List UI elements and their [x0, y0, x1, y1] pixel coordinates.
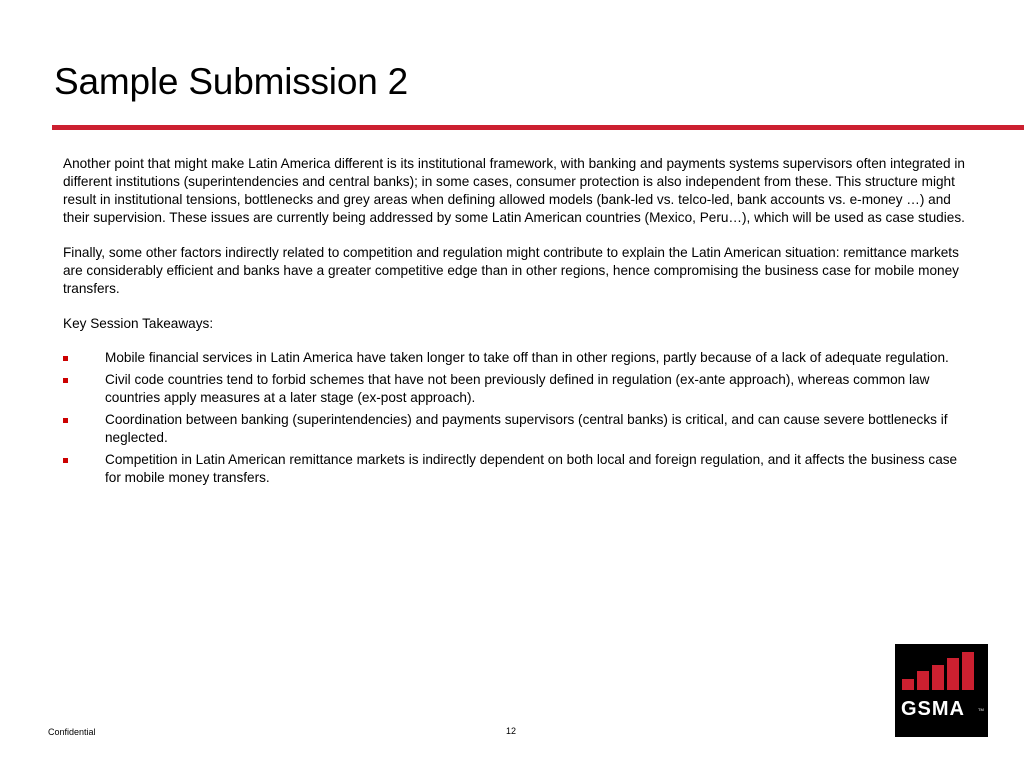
page-number: 12 [506, 726, 517, 736]
gsma-logo [895, 644, 988, 737]
list-item-text: Mobile financial services in Latin America have taken longer to take off than in other regions, partly because of a lack of adequate regulation. [105, 350, 949, 365]
bullet-square-icon [63, 356, 68, 361]
list-item [63, 371, 973, 407]
slide-body [63, 155, 973, 491]
svg-text:GSMA: GSMA [901, 698, 965, 720]
title-divider [52, 125, 1024, 130]
gsma-wordmark-icon [895, 644, 988, 737]
list-item [63, 349, 973, 367]
list-item-text: Civil code countries tend to forbid schemes that have not been previously defined in regulation (ex-ante approach), whereas common law countries apply measures at a later stage (ex-post approach). [105, 372, 930, 405]
bullet-square-icon [63, 418, 68, 423]
list-item [63, 451, 973, 487]
takeaways-heading: Key Session Takeaways: [63, 316, 214, 331]
confidential-label: Confidential [48, 727, 96, 737]
body-paragraph: Another point that might make Latin America different is its institutional framework, with banking and payments systems supervisors often integrated in different institutions (superintendencies and central banks); in some cases, consumer protection is also independent from these. This structure might result in institutional tensions, bottlenecks and grey areas when defining allowed models (bank-led vs. telco-led, bank accounts vs. e-money …) and their supervision. These issues are currently being addressed by some Latin American countries (Mexico, Peru…), which will be used as case studies. [63, 156, 965, 225]
svg-text:TM: TM [978, 707, 984, 712]
list-item [63, 411, 973, 447]
body-paragraph: Finally, some other factors indirectly related to competition and regulation might contribute to explain the Latin American situation: remittance markets are considerably efficient and banks have a greater competitive edge than in other regions, hence compromising the business case for mobile money transfers. [63, 245, 959, 296]
bullet-square-icon [63, 378, 68, 383]
list-item-text: Coordination between banking (superintendencies) and payments supervisors (central banks) is critical, and can cause severe bottlenecks if neglected. [105, 412, 948, 445]
slide-title: Sample Submission 2 [54, 61, 409, 102]
list-item-text: Competition in Latin American remittance markets is indirectly dependent on both local and foreign regulation, and it affects the business case for mobile money transfers. [105, 452, 958, 485]
takeaways-list [63, 349, 973, 487]
bullet-square-icon [63, 458, 68, 463]
